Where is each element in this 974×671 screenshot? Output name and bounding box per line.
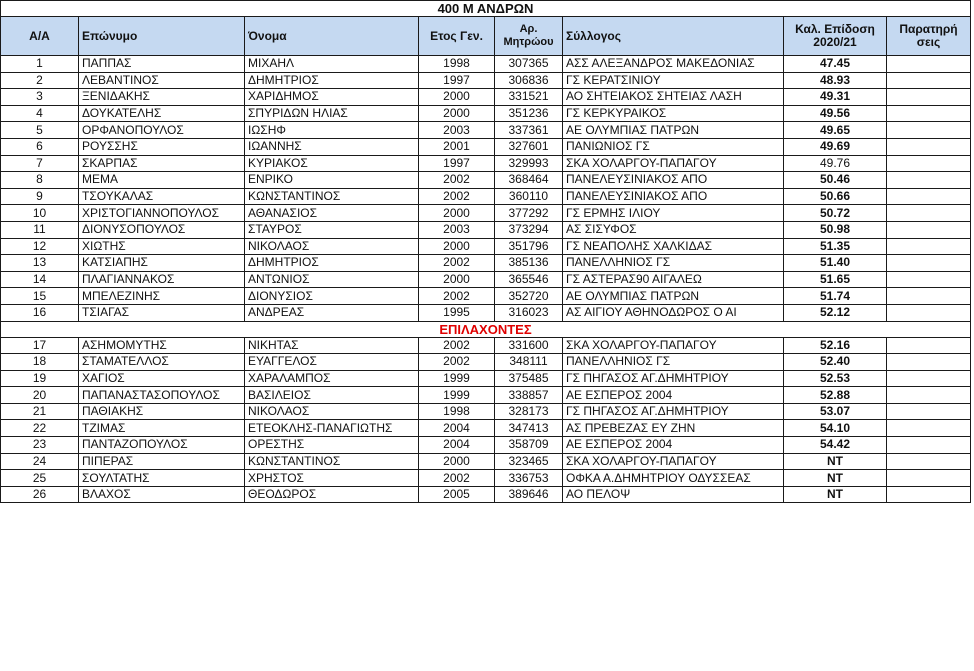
cell-registry: 375485 [495,370,563,387]
cell-surname: ΧΑΓΙΟΣ [79,370,245,387]
table-row [1,370,971,387]
cell-year: 2000 [419,89,495,106]
cell-aa: 21 [1,403,79,420]
cell-year: 2004 [419,437,495,454]
cell-name: ΕΥΑΓΓΕΛΟΣ [245,354,419,371]
cell-name: ΕΝΡΙΚΟ [245,172,419,189]
cell-aa: 10 [1,205,79,222]
cell-club: ΑΣ ΑΙΓΙΟΥ ΑΘΗΝΟΔΩΡΟΣ Ο ΑΙ [563,304,784,321]
cell-aa: 24 [1,453,79,470]
cell-surname: ΑΣΗΜΟΜΥΤΗΣ [79,337,245,354]
cell-club: ΑΕ ΟΛΥΜΠΙΑΣ ΠΑΤΡΩΝ [563,288,784,305]
cell-club: ΠΑΝΙΩΝΙΟΣ ΓΣ [563,138,784,155]
cell-notes [887,271,971,288]
table-row [1,72,971,89]
table-row [1,337,971,354]
header-club: Σύλλογος [563,17,784,56]
cell-year: 2002 [419,354,495,371]
cell-registry: 331600 [495,337,563,354]
cell-club: ΑΣ ΣΙΣΥΦΟΣ [563,221,784,238]
table-row [1,470,971,487]
cell-performance: 48.93 [784,72,887,89]
cell-performance: 50.66 [784,188,887,205]
cell-aa: 25 [1,470,79,487]
cell-name: ΒΑΣΙΛΕΙΟΣ [245,387,419,404]
table-row [1,105,971,122]
cell-name: ΣΤΑΥΡΟΣ [245,221,419,238]
cell-notes [887,105,971,122]
cell-aa: 4 [1,105,79,122]
header-aa: Α/Α [1,17,79,56]
cell-year: 1995 [419,304,495,321]
cell-performance: 50.98 [784,221,887,238]
page-title: 400 Μ ΑΝΔΡΩΝ [1,1,971,17]
cell-year: 2000 [419,453,495,470]
cell-registry: 307365 [495,56,563,73]
cell-club: ΑΣΣ ΑΛΕΞΑΝΔΡΟΣ ΜΑΚΕΔΟΝΙΑΣ [563,56,784,73]
cell-surname: ΒΛΑΧΟΣ [79,486,245,503]
cell-name: ΧΑΡΙΔΗΜΟΣ [245,89,419,106]
cell-aa: 14 [1,271,79,288]
cell-surname: ΠΛΑΓΙΑΝΝΑΚΟΣ [79,271,245,288]
cell-performance: 49.69 [784,138,887,155]
cell-surname: ΟΡΦΑΝΟΠΟΥΛΟΣ [79,122,245,139]
cell-surname: ΜΕΜΑ [79,172,245,189]
cell-surname: ΠΑΝΤΑΖΟΠΟΥΛΟΣ [79,437,245,454]
cell-notes [887,354,971,371]
table-row [1,420,971,437]
table-row [1,403,971,420]
cell-year: 2000 [419,105,495,122]
cell-surname: ΣΟΥΛΤΑΤΗΣ [79,470,245,487]
cell-aa: 20 [1,387,79,404]
cell-year: 2002 [419,288,495,305]
cell-name: ΑΘΑΝΑΣΙΟΣ [245,205,419,222]
cell-name: ΚΩΝΣΤΑΝΤΙΝΟΣ [245,453,419,470]
cell-club: ΠΑΝΕΛΛΗΝΙΟΣ ΓΣ [563,255,784,272]
cell-performance: NT [784,453,887,470]
cell-aa: 8 [1,172,79,189]
cell-registry: 347413 [495,420,563,437]
cell-aa: 6 [1,138,79,155]
cell-registry: 389646 [495,486,563,503]
cell-name: ΣΠΥΡΙΔΩΝ ΗΛΙΑΣ [245,105,419,122]
cell-notes [887,304,971,321]
table-row [1,354,971,371]
cell-year: 1997 [419,72,495,89]
cell-surname: ΤΣΟΥΚΑΛΑΣ [79,188,245,205]
cell-performance: 50.46 [784,172,887,189]
cell-club: ΓΣ ΚΕΡΚΥΡΑΙΚΟΣ [563,105,784,122]
cell-year: 2000 [419,238,495,255]
cell-aa: 2 [1,72,79,89]
table-row [1,138,971,155]
header-notes [887,17,971,56]
cell-club: ΟΦΚΑ Α.ΔΗΜΗΤΡΙΟΥ ΟΔΥΣΣΕΑΣ [563,470,784,487]
cell-surname: ΔΙΟΝΥΣΟΠΟΥΛΟΣ [79,221,245,238]
table-row [1,437,971,454]
cell-surname: ΞΕΝΙΔΑΚΗΣ [79,89,245,106]
cell-name: ΘΕΟΔΩΡΟΣ [245,486,419,503]
subtitle-row [1,321,971,337]
cell-notes [887,486,971,503]
cell-club: ΠΑΝΕΛΕΥΣΙΝΙΑΚΟΣ ΑΠΟ [563,172,784,189]
cell-performance: 54.42 [784,437,887,454]
cell-aa: 15 [1,288,79,305]
cell-performance: NT [784,486,887,503]
table-row [1,288,971,305]
cell-club: ΑΟ ΣΗΤΕΙΑΚΟΣ ΣΗΤΕΙΑΣ ΛΑΣΗ [563,89,784,106]
cell-club: ΑΕ ΟΛΥΜΠΙΑΣ ΠΑΤΡΩΝ [563,122,784,139]
table-row [1,205,971,222]
cell-year: 2002 [419,470,495,487]
cell-year: 1999 [419,387,495,404]
cell-club: ΣΚΑ ΧΟΛΑΡΓΟΥ-ΠΑΠΑΓΟΥ [563,337,784,354]
cell-surname: ΤΣΙΑΓΑΣ [79,304,245,321]
cell-registry: 365546 [495,271,563,288]
header-year: Ετος Γεν. [419,17,495,56]
cell-name: ΑΝΤΩΝΙΟΣ [245,271,419,288]
cell-aa: 23 [1,437,79,454]
cell-aa: 18 [1,354,79,371]
reserve-rows [1,337,971,503]
cell-notes [887,437,971,454]
cell-performance: 51.74 [784,288,887,305]
cell-performance: 51.40 [784,255,887,272]
header-registry-line1: Αρ. [519,23,538,35]
cell-aa: 12 [1,238,79,255]
cell-notes [887,56,971,73]
header-registry [495,17,563,56]
cell-performance: 49.65 [784,122,887,139]
table-row [1,486,971,503]
cell-year: 2004 [419,420,495,437]
cell-name: ΜΙΧΑΗΛ [245,56,419,73]
cell-registry: 328173 [495,403,563,420]
table-row [1,238,971,255]
cell-notes [887,453,971,470]
cell-name: ΑΝΔΡΕΑΣ [245,304,419,321]
cell-aa: 3 [1,89,79,106]
cell-registry: 373294 [495,221,563,238]
header-name: Όνομα [245,17,419,56]
cell-aa: 7 [1,155,79,172]
cell-performance: 54.10 [784,420,887,437]
cell-notes [887,72,971,89]
cell-registry: 336753 [495,470,563,487]
cell-aa: 1 [1,56,79,73]
table-row [1,89,971,106]
cell-club: ΑΕ ΕΣΠΕΡΟΣ 2004 [563,437,784,454]
header-notes-line1: Παρατηρή [899,22,958,36]
cell-performance: 47.45 [784,56,887,73]
cell-registry: 329993 [495,155,563,172]
cell-name: ΔΗΜΗΤΡΙΟΣ [245,72,419,89]
cell-year: 2005 [419,486,495,503]
cell-registry: 323465 [495,453,563,470]
cell-club: ΑΟ ΠΕΛΟΨ [563,486,784,503]
header-notes-line2: σεις [916,35,941,49]
cell-surname: ΚΑΤΣΙΑΠΗΣ [79,255,245,272]
cell-name: ΝΙΚΗΤΑΣ [245,337,419,354]
cell-club: ΓΣ ΚΕΡΑΤΣΙΝΙΟΥ [563,72,784,89]
cell-surname: ΧΡΙΣΤΟΓΙΑΝΝΟΠΟΥΛΟΣ [79,205,245,222]
cell-name: ΙΩΑΝΝΗΣ [245,138,419,155]
cell-name: ΧΑΡΑΛΑΜΠΟΣ [245,370,419,387]
cell-notes [887,470,971,487]
cell-surname: ΠΑΘΙΑΚΗΣ [79,403,245,420]
cell-registry: 338857 [495,387,563,404]
table-row [1,304,971,321]
cell-registry: 351796 [495,238,563,255]
cell-notes [887,89,971,106]
table-row [1,255,971,272]
cell-registry: 348111 [495,354,563,371]
cell-name: ΔΗΜΗΤΡΙΟΣ [245,255,419,272]
cell-name: ΙΩΣΗΦ [245,122,419,139]
cell-club: ΓΣ ΠΗΓΑΣΟΣ ΑΓ.ΔΗΜΗΤΡΙΟΥ [563,403,784,420]
cell-notes [887,403,971,420]
cell-aa: 13 [1,255,79,272]
cell-surname: ΠΙΠΕΡΑΣ [79,453,245,470]
table-row [1,155,971,172]
cell-registry: 360110 [495,188,563,205]
cell-notes [887,288,971,305]
cell-name: ΕΤΕΟΚΛΗΣ-ΠΑΝΑΓΙΩΤΗΣ [245,420,419,437]
cell-name: ΚΥΡΙΑΚΟΣ [245,155,419,172]
header-performance-line1: Καλ. Επίδοση [795,22,875,36]
cell-year: 2002 [419,255,495,272]
cell-year: 2003 [419,122,495,139]
cell-year: 1997 [419,155,495,172]
cell-notes [887,221,971,238]
cell-registry: 377292 [495,205,563,222]
cell-surname: ΜΠΕΛΕΖΙΝΗΣ [79,288,245,305]
cell-club: ΓΣ ΠΗΓΑΣΟΣ ΑΓ.ΔΗΜΗΤΡΙΟΥ [563,370,784,387]
cell-registry: 352720 [495,288,563,305]
cell-aa: 26 [1,486,79,503]
cell-surname: ΠΑΠΠΑΣ [79,56,245,73]
cell-performance: 52.12 [784,304,887,321]
cell-club: ΓΣ ΑΣΤΕΡΑΣ90 ΑΙΓΑΛΕΩ [563,271,784,288]
cell-registry: 331521 [495,89,563,106]
header-performance [784,17,887,56]
cell-name: ΧΡΗΣΤΟΣ [245,470,419,487]
cell-registry: 337361 [495,122,563,139]
cell-aa: 22 [1,420,79,437]
cell-notes [887,138,971,155]
cell-performance: 49.56 [784,105,887,122]
cell-year: 2000 [419,205,495,222]
table-row [1,172,971,189]
cell-notes [887,387,971,404]
cell-surname: ΛΕΒΑΝΤΙΝΟΣ [79,72,245,89]
cell-notes [887,420,971,437]
cell-surname: ΧΙΩΤΗΣ [79,238,245,255]
cell-surname: ΡΟΥΣΣΗΣ [79,138,245,155]
cell-registry: 358709 [495,437,563,454]
cell-notes [887,255,971,272]
cell-name: ΝΙΚΟΛΑΟΣ [245,238,419,255]
cell-aa: 16 [1,304,79,321]
cell-club: ΓΣ ΝΕΑΠΟΛΗΣ ΧΑΛΚΙΔΑΣ [563,238,784,255]
cell-surname: ΣΤΑΜΑΤΕΛΛΟΣ [79,354,245,371]
cell-notes [887,188,971,205]
header-registry-line2: Μητρώου [503,36,554,48]
main-rows [1,56,971,322]
cell-notes [887,238,971,255]
title-row [1,1,971,17]
table-row [1,56,971,73]
cell-performance: 52.88 [784,387,887,404]
cell-notes [887,122,971,139]
cell-performance: NT [784,470,887,487]
cell-club: ΓΣ ΕΡΜΗΣ ΙΛΙΟΥ [563,205,784,222]
table-row [1,387,971,404]
table-row [1,453,971,470]
cell-performance: 49.31 [784,89,887,106]
cell-surname: ΠΑΠΑΝΑΣΤΑΣΟΠΟΥΛΟΣ [79,387,245,404]
cell-aa: 11 [1,221,79,238]
cell-year: 1998 [419,56,495,73]
cell-year: 2002 [419,188,495,205]
cell-aa: 9 [1,188,79,205]
subtitle: ΕΠΙΛΑΧΟΝΤΕΣ [1,321,971,337]
cell-club: ΑΣ ΠΡΕΒΕΖΑΣ ΕΥ ΖΗΝ [563,420,784,437]
cell-registry: 385136 [495,255,563,272]
cell-registry: 306836 [495,72,563,89]
cell-performance: 52.53 [784,370,887,387]
cell-performance: 52.40 [784,354,887,371]
table-row [1,271,971,288]
cell-year: 2003 [419,221,495,238]
cell-notes [887,205,971,222]
cell-notes [887,370,971,387]
cell-name: ΚΩΝΣΤΑΝΤΙΝΟΣ [245,188,419,205]
cell-name: ΝΙΚΟΛΑΟΣ [245,403,419,420]
cell-surname: ΣΚΑΡΠΑΣ [79,155,245,172]
header-surname: Επώνυμο [79,17,245,56]
cell-registry: 327601 [495,138,563,155]
cell-aa: 5 [1,122,79,139]
table-row [1,221,971,238]
cell-performance: 53.07 [784,403,887,420]
cell-year: 2002 [419,337,495,354]
table-row [1,122,971,139]
cell-notes [887,337,971,354]
cell-club: ΠΑΝΕΛΕΥΣΙΝΙΑΚΟΣ ΑΠΟ [563,188,784,205]
cell-performance: 50.72 [784,205,887,222]
cell-performance: 52.16 [784,337,887,354]
cell-year: 1999 [419,370,495,387]
cell-club: ΣΚΑ ΧΟΛΑΡΓΟΥ-ΠΑΠΑΓΟΥ [563,453,784,470]
cell-aa: 19 [1,370,79,387]
header-performance-line2: 2020/21 [813,35,857,49]
cell-registry: 368464 [495,172,563,189]
cell-club: ΑΕ ΕΣΠΕΡΟΣ 2004 [563,387,784,404]
cell-year: 2000 [419,271,495,288]
cell-performance: 51.35 [784,238,887,255]
table-row [1,188,971,205]
cell-name: ΔΙΟΝΥΣΙΟΣ [245,288,419,305]
cell-name: ΟΡΕΣΤΗΣ [245,437,419,454]
cell-notes [887,172,971,189]
cell-surname: ΔΟΥΚΑΤΕΛΗΣ [79,105,245,122]
cell-registry: 316023 [495,304,563,321]
cell-club: ΣΚΑ ΧΟΛΑΡΓΟΥ-ΠΑΠΑΓΟΥ [563,155,784,172]
cell-aa: 17 [1,337,79,354]
cell-performance: 49.76 [784,155,887,172]
cell-club: ΠΑΝΕΛΛΗΝΙΟΣ ΓΣ [563,354,784,371]
cell-surname: ΤΖΙΜΑΣ [79,420,245,437]
cell-year: 2002 [419,172,495,189]
header-row [1,17,971,56]
cell-performance: 51.65 [784,271,887,288]
cell-registry: 351236 [495,105,563,122]
cell-year: 1998 [419,403,495,420]
cell-notes [887,155,971,172]
cell-year: 2001 [419,138,495,155]
